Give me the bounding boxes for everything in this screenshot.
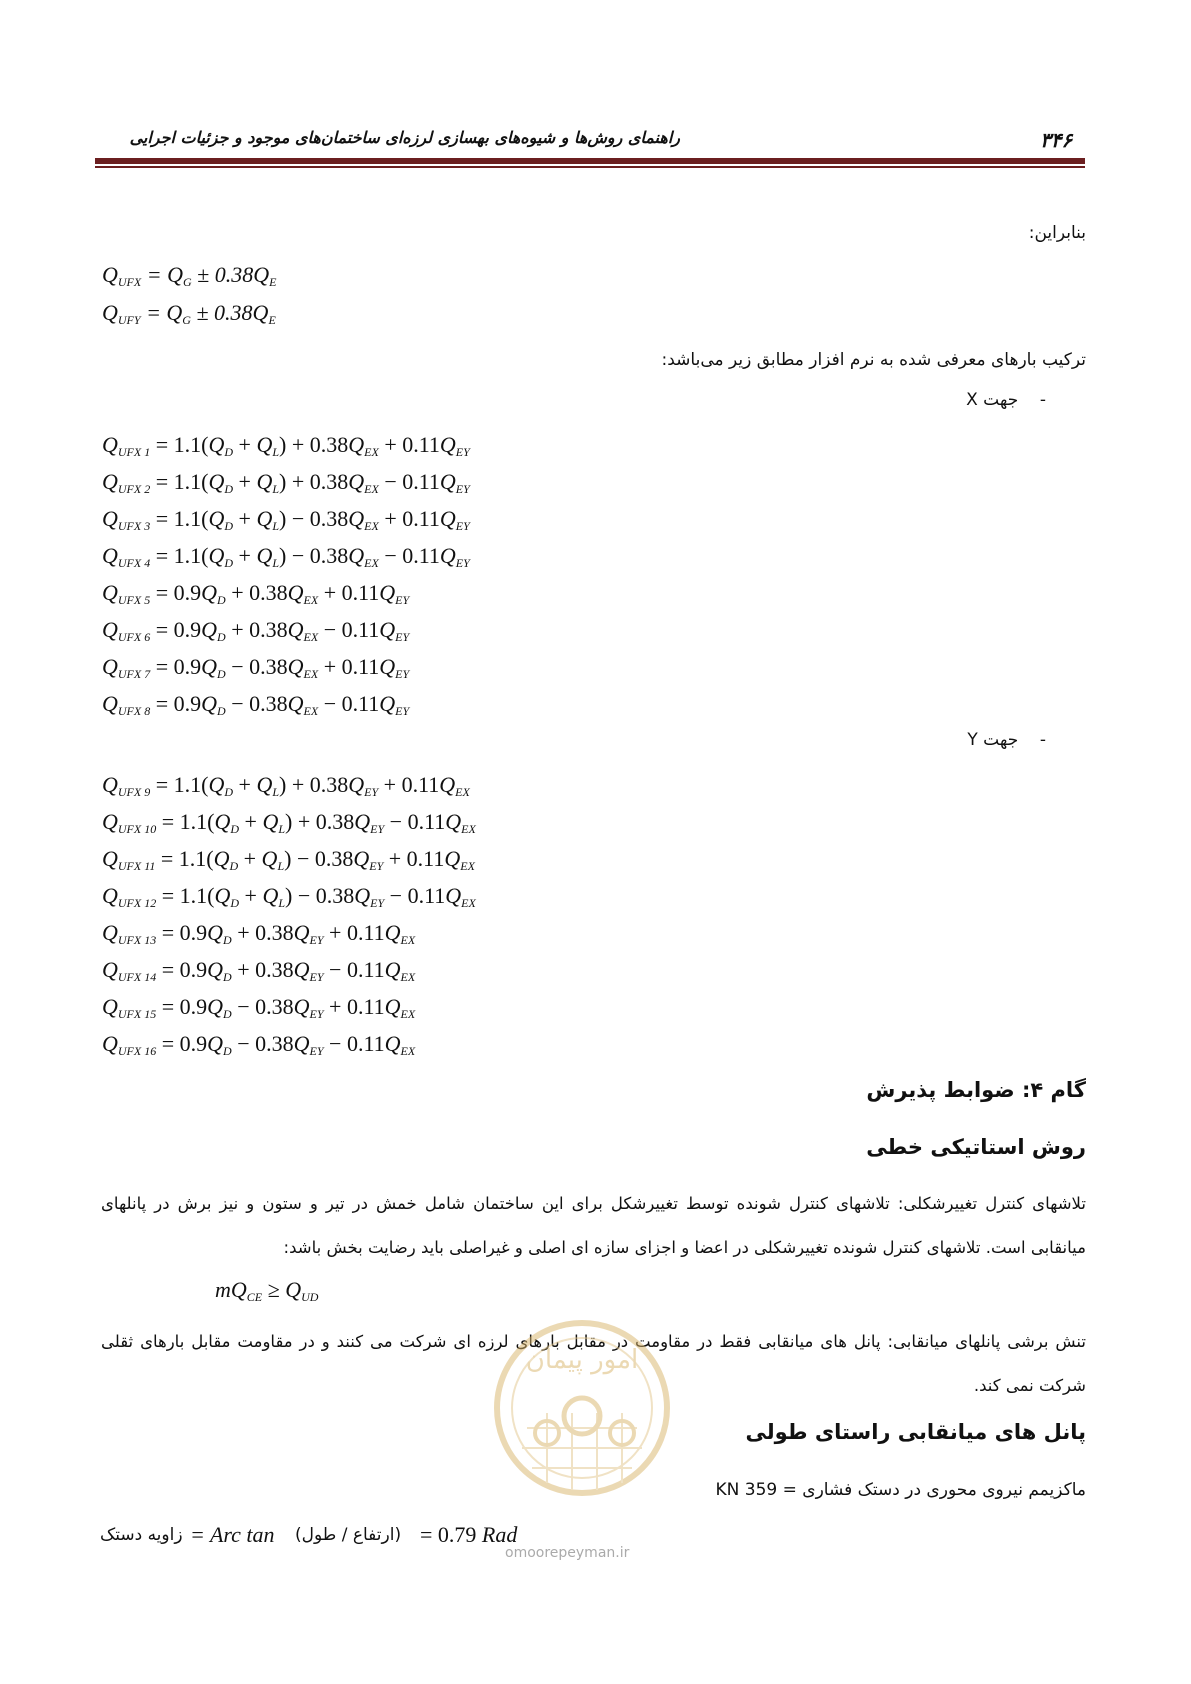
y-direction-text: جهت Y	[967, 730, 1019, 750]
y-direction-equation: $Q_{UFX 14} = 0.9Q_D + 0.38Q_{EY} - 0.11Q_{EX}$	[102, 957, 416, 984]
y-direction-equation: $Q_{UFX 16} = 0.9Q_D - 0.38Q_{EY} - 0.11Q_{EX}$	[102, 1031, 416, 1058]
equation-label: UFX 12	[117, 896, 157, 910]
equation-expression: = $1.1(Q_D + Q_L) + 0.38Q_{EY} + 0.11Q_{EX}$	[155, 772, 470, 799]
x-direction-equation: $Q_{UFX 7} = 0.9Q_D - 0.38Q_{EX} + 0.11Q_{EY}$	[102, 654, 410, 681]
equation-expression: = $1.1(Q_D + Q_L) - 0.38Q_{EX} - 0.11Q_{EY}$	[155, 543, 470, 570]
therefore-text: بنابراین:	[1028, 223, 1086, 243]
base-equation: $Q_{UFY} = Q_G \pm 0.38Q_E$	[102, 300, 276, 327]
running-header-title: راهنمای روش‌ها و شیوه‌های بهسازی لرزه‌ای ساختمان‌های موجود و جزئیات اجرایی	[129, 128, 680, 147]
x-direction-label	[966, 385, 1046, 415]
equation-label: UFX 7	[117, 667, 151, 681]
deformation-paragraph: تلاشهای کنترل تغییرشکلی: تلاشهای کنترل شونده توسط تغییرشکل برای این ساختمان شامل خمش در تیر و ستون و نیز برش در پانلهای میانقابی است. تلاشهای کنترل شونده تغییرشکلی در اعضا و اجزای سازه ای اصلی و غیراصلی باید رضایت بخش باشد:	[101, 1194, 1086, 1257]
acceptance-lhs-sub: CE	[246, 1290, 263, 1304]
acceptance-equation	[215, 1275, 318, 1312]
y-direction-label	[967, 725, 1046, 755]
equation-label: UFX 16	[117, 1044, 157, 1058]
shear-paragraph: تنش برشی پانلهای میانقابی: پانل های میانقابی فقط در مقاومت در مقابل بارهای لرزه ای شرکت می کنند و در مقاومت مقابل بارهای ثقلی شرکت نمی کند.	[101, 1332, 1086, 1395]
equation-label: UFX 13	[117, 933, 157, 947]
watermark-seal-text: امور پیمان	[525, 1345, 639, 1375]
y-direction-equation: $Q_{UFX 10} = 1.1(Q_D + Q_L) + 0.38Q_{EY} - 0.11Q_{EX}$	[102, 809, 476, 836]
equation-expression: = $0.9Q_D + 0.38Q_{EY} + 0.11Q_{EX}$	[161, 920, 416, 947]
angle-equation: = Arc tan	[190, 1522, 275, 1547]
watermark-url: omoorepeyman.ir	[505, 1545, 630, 1561]
max-axial-text: ماکزیمم نیروی محوری در دستک فشاری = 359 KN	[715, 1480, 1086, 1500]
y-direction-equation: $Q_{UFX 11} = 1.1(Q_D + Q_L) - 0.38Q_{EY} + 0.11Q_{EX}$	[102, 846, 475, 873]
panel-heading: پانل های میانقابی راستای طولی	[745, 1420, 1086, 1444]
acceptance-lhs: mQ	[215, 1277, 247, 1302]
equation-label: UFX 2	[117, 482, 151, 496]
equation-label: UFX 6	[117, 630, 151, 644]
x-direction-equation: $Q_{UFX 1} = 1.1(Q_D + Q_L) + 0.38Q_{EX} + 0.11Q_{EY}$	[102, 432, 470, 459]
angle-unit: Rad	[481, 1522, 518, 1547]
combination-intro: ترکیب بارهای معرفی شده به نرم افزار مطابق زیر می‌باشد:	[661, 350, 1086, 370]
y-direction-equation: $Q_{UFX 13} = 0.9Q_D + 0.38Q_{EY} + 0.11Q_{EX}$	[102, 920, 416, 947]
equation-expression: = $1.1(Q_D + Q_L) - 0.38Q_{EY} + 0.11Q_{EX}$	[160, 846, 475, 873]
equation-expression: = $0.9Q_D + 0.38Q_{EX} - 0.11Q_{EY}$	[155, 617, 410, 644]
equation-expression: = $1.1(Q_D + Q_L) - 0.38Q_{EY} - 0.11Q_{EX}$	[161, 883, 476, 910]
equation-label: UFX 9	[117, 785, 151, 799]
y-direction-equation: $Q_{UFX 12} = 1.1(Q_D + Q_L) - 0.38Q_{EY} - 0.11Q_{EX}$	[102, 883, 476, 910]
equation-expression: = $1.1(Q_D + Q_L) + 0.38Q_{EX} + 0.11Q_{EY}$	[155, 432, 470, 459]
equation-label: UFX 5	[117, 593, 151, 607]
equation-label: UFX 1	[117, 445, 151, 459]
watermark-seal-icon	[492, 1298, 672, 1538]
equation-expression: = $1.1(Q_D + Q_L) + 0.38Q_{EX} - 0.11Q_{EY}$	[155, 469, 470, 496]
x-direction-equation: $Q_{UFX 8} = 0.9Q_D - 0.38Q_{EX} - 0.11Q_{EY}$	[102, 691, 410, 718]
x-direction-equation: $Q_{UFX 2} = 1.1(Q_D + Q_L) + 0.38Q_{EX} - 0.11Q_{EY}$	[102, 469, 470, 496]
equation-label: UFX 11	[117, 859, 156, 873]
bullet-dash: -	[1039, 730, 1046, 750]
base-equation: $Q_{UFX} = Q_G \pm 0.38Q_E$	[102, 262, 277, 289]
x-direction-text: جهت X	[966, 390, 1019, 410]
equation-expression: = $0.9Q_D - 0.38Q_{EY} + 0.11Q_{EX}$	[161, 994, 416, 1021]
equation-expression: = $1.1(Q_D + Q_L) + 0.38Q_{EY} - 0.11Q_{EX}$	[161, 809, 476, 836]
header-rule-thin	[95, 166, 1085, 168]
angle-label: زاویه دستک	[100, 1525, 183, 1545]
equation-expression: = $0.9Q_D + 0.38Q_{EY} - 0.11Q_{EX}$	[161, 957, 416, 984]
equation-expression: = $0.9Q_D - 0.38Q_{EY} - 0.11Q_{EX}$	[161, 1031, 416, 1058]
acceptance-op: ≥ Q	[262, 1277, 302, 1302]
equation-label: UFX 8	[117, 704, 151, 718]
page-number: ۳۴۶	[1040, 128, 1073, 152]
x-direction-equation: $Q_{UFX 4} = 1.1(Q_D + Q_L) - 0.38Q_{EX} - 0.11Q_{EY}$	[102, 543, 470, 570]
angle-value-number: = 0.79	[420, 1522, 477, 1547]
equation-label: UFX 14	[117, 970, 157, 984]
equation-expression: = $0.9Q_D - 0.38Q_{EX} - 0.11Q_{EY}$	[155, 691, 410, 718]
x-direction-equation: $Q_{UFX 6} = 0.9Q_D + 0.38Q_{EX} - 0.11Q_{EY}$	[102, 617, 410, 644]
step-heading: گام ۴: ضوابط پذیرش	[866, 1078, 1086, 1102]
equation-label: UFX 3	[117, 519, 151, 533]
equation-expression: = $1.1(Q_D + Q_L) - 0.38Q_{EX} + 0.11Q_{EY}$	[155, 506, 470, 533]
x-direction-equation: $Q_{UFX 3} = 1.1(Q_D + Q_L) - 0.38Q_{EX} + 0.11Q_{EY}$	[102, 506, 470, 533]
header-rule	[95, 158, 1085, 164]
method-heading: روش استاتیکی خطی	[866, 1135, 1086, 1159]
bullet-dash: -	[1039, 390, 1046, 410]
equation-label: UFX 15	[117, 1007, 157, 1021]
equation-expression: = $0.9Q_D - 0.38Q_{EX} + 0.11Q_{EY}$	[155, 654, 410, 681]
y-direction-equation: $Q_{UFX 15} = 0.9Q_D - 0.38Q_{EY} + 0.11Q_{EX}$	[102, 994, 416, 1021]
y-direction-equation: $Q_{UFX 9} = 1.1(Q_D + Q_L) + 0.38Q_{EY} + 0.11Q_{EX}$	[102, 772, 470, 799]
angle-ratio: (ارتفاع / طول)	[295, 1525, 402, 1545]
equation-label: UFX 4	[117, 556, 151, 570]
equation-label: UFX 10	[117, 822, 157, 836]
x-direction-equation: $Q_{UFX 5} = 0.9Q_D + 0.38Q_{EX} + 0.11Q_{EY}$	[102, 580, 410, 607]
acceptance-rhs-sub: UD	[301, 1290, 319, 1304]
equation-expression: = $0.9Q_D + 0.38Q_{EX} + 0.11Q_{EY}$	[155, 580, 410, 607]
